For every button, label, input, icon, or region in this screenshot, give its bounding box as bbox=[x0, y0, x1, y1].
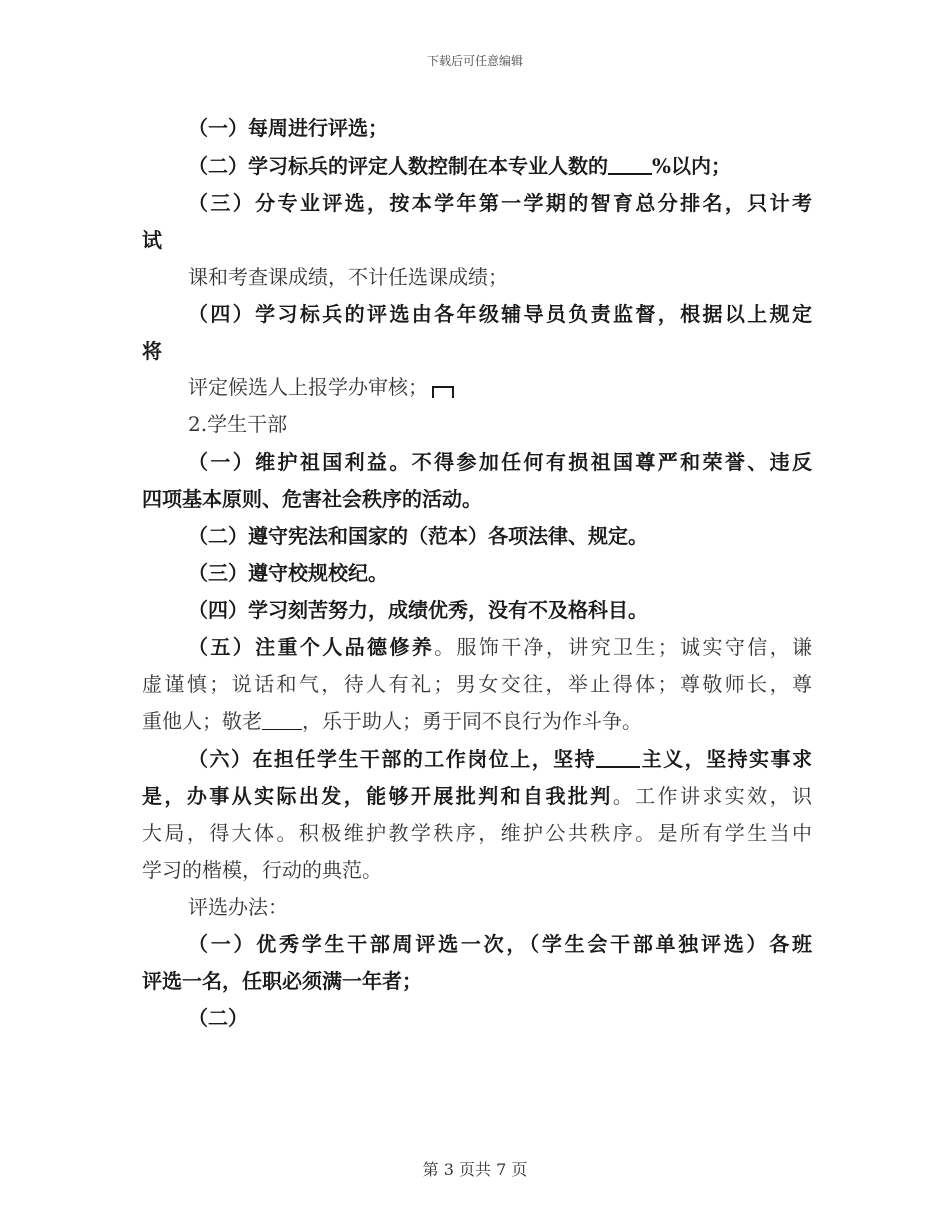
paragraph-line: 评选办法： bbox=[188, 895, 288, 919]
paragraph-line: （一）维护祖国利益。不得参加任何有损祖国尊严和荣誉、违反 bbox=[188, 450, 812, 474]
paragraph-line: 学习的楷模，行动的典范。 bbox=[142, 858, 382, 882]
paragraph-line bbox=[188, 153, 812, 179]
paragraph-line: （二） bbox=[188, 1006, 248, 1030]
paragraph-line: 将 bbox=[142, 339, 162, 363]
paragraph-line: 四项基本原则、危害社会秩序的活动。 bbox=[142, 487, 482, 511]
text-span: 重他人；敬老 bbox=[142, 709, 262, 733]
paragraph-line: 评选一名，任职必须满一年者； bbox=[142, 969, 422, 993]
text-span: 。工作讲求实效，识 bbox=[612, 784, 813, 808]
paragraph-line bbox=[188, 634, 812, 660]
text-span: （六）在担任学生干部的工作岗位上，坚持 bbox=[188, 747, 597, 771]
text-span: （五）注重个人品德修养 bbox=[188, 635, 435, 659]
paragraph-line: （一）优秀学生干部周评选一次，（学生会干部单独评选）各班 bbox=[188, 932, 812, 956]
paragraph-line: 课和考查课成绩，不计任选课成绩； bbox=[188, 265, 508, 289]
text-span: ，乐于助人；勇于同不良行为作斗争。 bbox=[302, 709, 642, 733]
paragraph-line bbox=[142, 783, 812, 809]
fill-blank bbox=[262, 711, 302, 730]
text-span: 是，办事从实际出发，能够开展批判和自我批判 bbox=[142, 784, 613, 808]
paragraph-line: （三）分专业评选，按本学年第一学期的智育总分排名，只计考 bbox=[188, 191, 812, 215]
paragraph-line: （四）学习刻苦努力，成绩优秀，没有不及格科目。 bbox=[188, 598, 648, 622]
paragraph-line bbox=[188, 374, 812, 400]
text-span: 。服饰干净，讲究卫生；诚实守信，谦 bbox=[434, 635, 813, 659]
text-span: %以内； bbox=[652, 154, 732, 178]
text-span: 主义，坚持实事求 bbox=[640, 747, 813, 771]
fill-blank bbox=[596, 748, 640, 768]
text-span: （二）学习标兵的评定人数控制在本专业人数的 bbox=[188, 154, 608, 178]
section-heading: 2.学生干部 bbox=[188, 412, 288, 436]
page-footer: 第 3 页共 7 页 bbox=[422, 1160, 528, 1179]
paragraph-line: （二）遵守宪法和国家的（范本）各项法律、规定。 bbox=[188, 524, 648, 548]
paragraph-line bbox=[188, 746, 812, 772]
paragraph-line: （一）每周进行评选； bbox=[188, 116, 388, 140]
page-header: 下载后可任意编辑 bbox=[426, 54, 523, 68]
paragraph-line bbox=[142, 708, 812, 734]
text-span: 评定候选人上报学办审核； bbox=[188, 375, 428, 399]
paragraph-line: （四）学习标兵的评选由各年级辅导员负责监督，根据以上规定 bbox=[188, 302, 812, 326]
fill-blank bbox=[608, 155, 652, 175]
paragraph-line: 试 bbox=[142, 228, 162, 252]
paragraph-line: 大局，得大体。积极维护教学秩序，维护公共秩序。是所有学生当中 bbox=[142, 821, 812, 845]
paragraph-line: 虚谨慎；说话和气，待人有礼；男女交往，举止得体；尊敬师长，尊 bbox=[142, 672, 812, 696]
paragraph-line: （三）遵守校规校纪。 bbox=[188, 561, 388, 585]
bracket-mark-icon bbox=[432, 386, 454, 398]
